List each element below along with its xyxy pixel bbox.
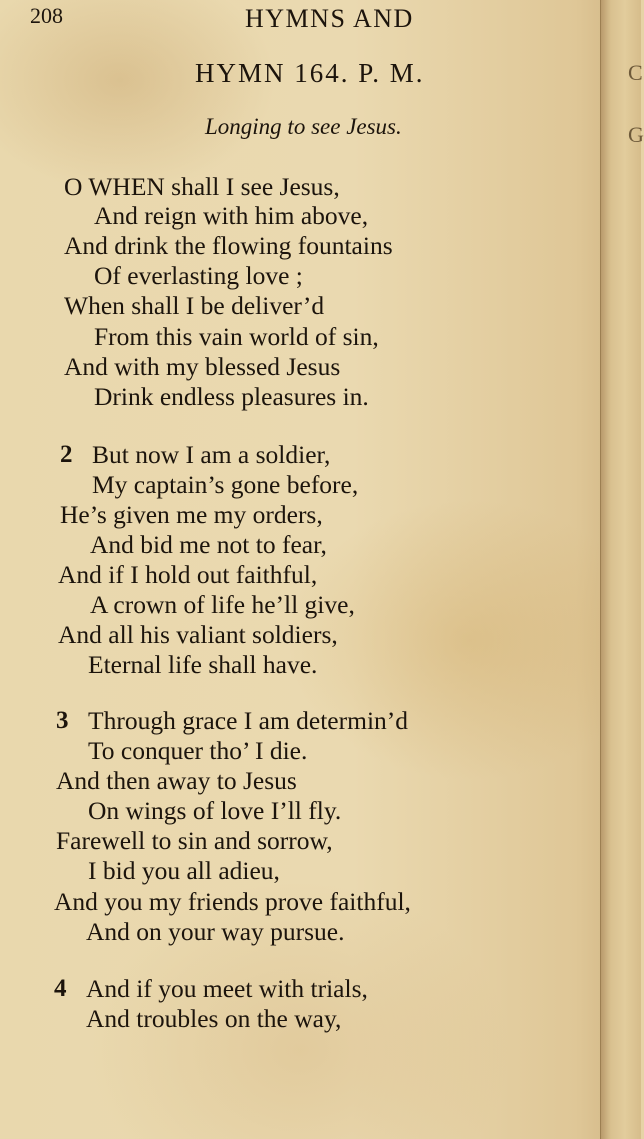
verse-line: A crown of life he’ll give,: [90, 590, 355, 619]
verse-line: And troubles on the way,: [86, 1004, 342, 1033]
verse-line: And reign with him above,: [94, 201, 369, 230]
verse-line: When shall I be deliver’d: [64, 291, 325, 320]
verse-line: Drink endless pleasures in.: [94, 382, 369, 411]
verse-line: My captain’s gone before,: [92, 470, 359, 499]
verse-line: And bid me not to fear,: [90, 530, 327, 559]
facing-page-gutter: [600, 0, 641, 1139]
running-title: HYMNS AND: [245, 4, 414, 33]
verse-line: And you my friends prove faithful,: [54, 887, 411, 916]
gutter-glyph: C: [628, 60, 643, 85]
verse-line: And with my blessed Jesus: [64, 352, 341, 381]
stanza-number: 4: [54, 975, 67, 1002]
verse-line: To conquer tho’ I die.: [88, 736, 308, 765]
verse-line: Eternal life shall have.: [88, 650, 318, 679]
page-number: 208: [30, 3, 63, 28]
verse-line: And all his valiant soldiers,: [58, 620, 338, 649]
verse-line: And if I hold out faithful,: [58, 560, 318, 589]
verse-line: Farewell to sin and sorrow,: [56, 826, 333, 855]
verse-line: From this vain world of sin,: [94, 322, 379, 351]
verse-line: And then away to Jesus: [56, 766, 297, 795]
stanza-number: 3: [56, 707, 69, 734]
hymn-subtitle: Longing to see Jesus.: [205, 114, 402, 139]
gutter-glyph: G: [628, 122, 644, 147]
verse-line: And if you meet with trials,: [86, 974, 368, 1003]
verse-line: On wings of love I’ll fly.: [88, 796, 342, 825]
verse-line: I bid you all adieu,: [88, 856, 280, 885]
verse-line: O WHEN shall I see Jesus,: [64, 172, 340, 201]
verse-line: Through grace I am determin’d: [88, 706, 409, 735]
hymn-title: HYMN 164. P. M.: [195, 58, 425, 88]
stanza-number: 2: [60, 441, 73, 468]
verse-line: Of everlasting love ;: [94, 261, 303, 290]
verse-line: And on your way pursue.: [86, 917, 345, 946]
verse-line: He’s given me my orders,: [60, 500, 323, 529]
verse-line: But now I am a soldier,: [92, 440, 331, 469]
verse-line: And drink the flowing fountains: [64, 231, 393, 260]
